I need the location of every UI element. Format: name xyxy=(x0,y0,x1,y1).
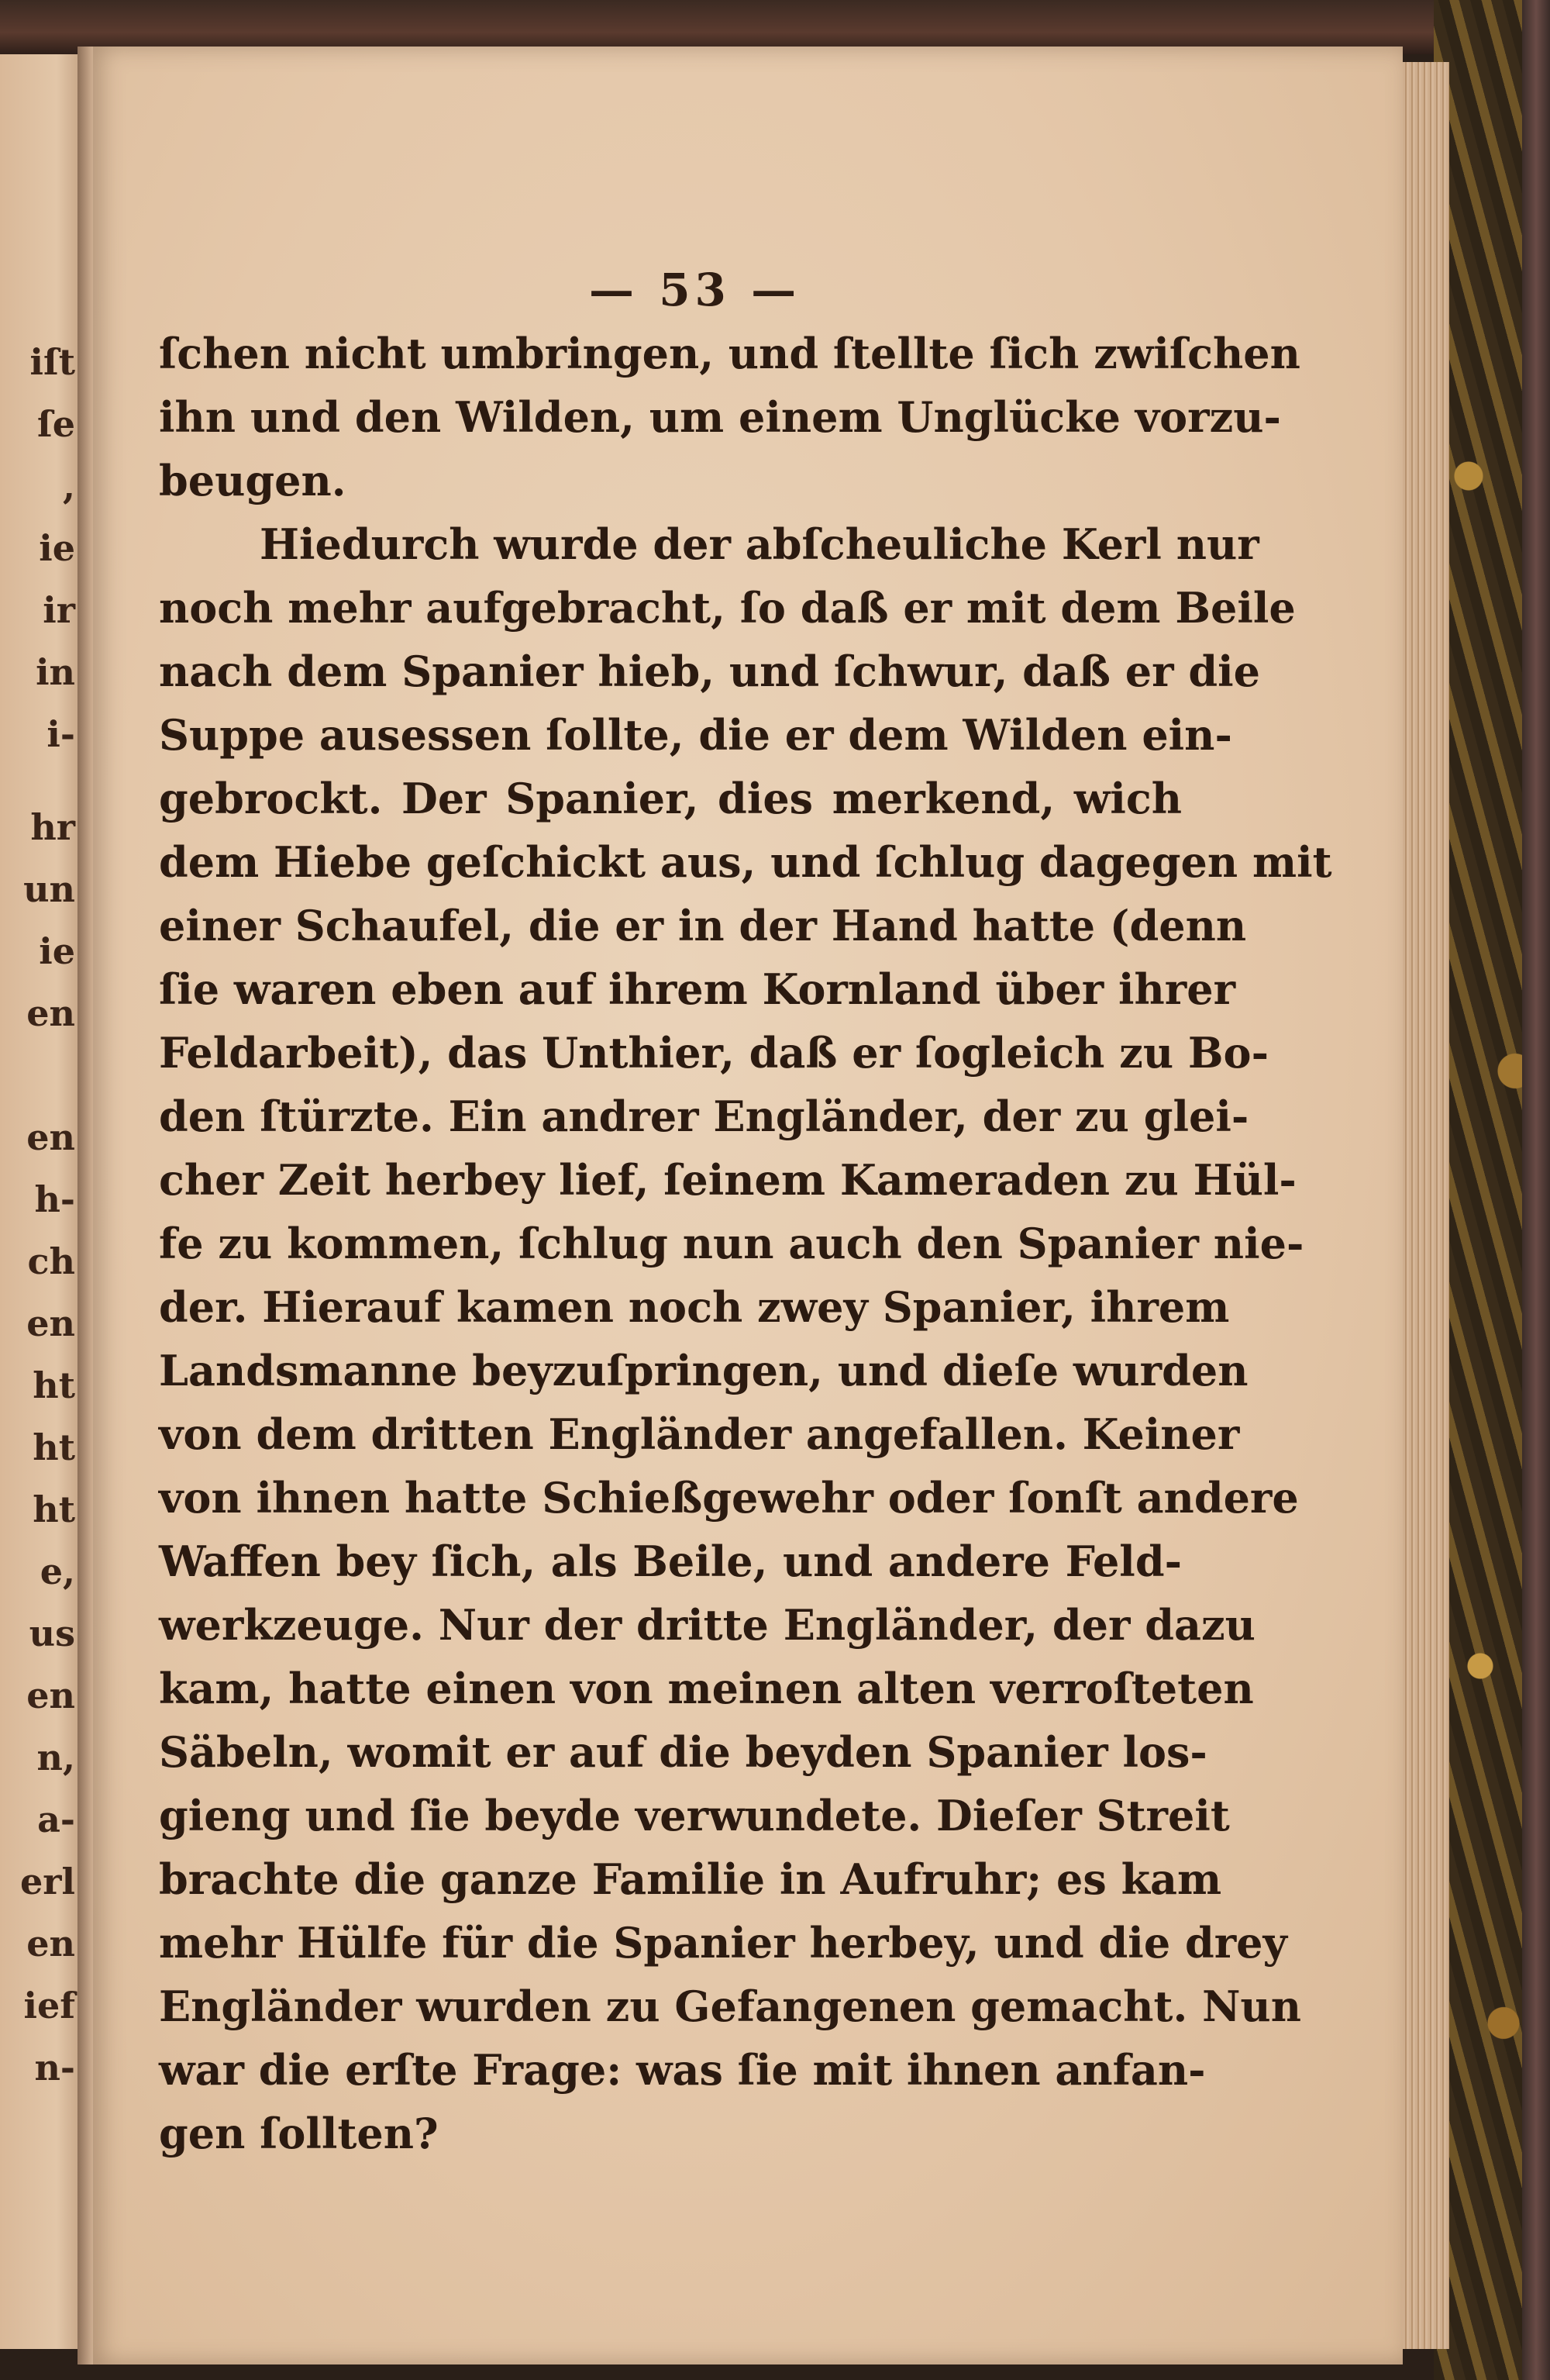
text-line: ſchen nicht umbringen, und ſtellte ſich zwiſchen xyxy=(159,329,1300,378)
previous-page-fragment: ſe xyxy=(36,403,75,445)
text-line: Feldarbeit), das Unthier, daß er ſogleich zu Bo- xyxy=(159,1028,1269,1078)
text-line: Säbeln, womit er auf die beyden Spanier los- xyxy=(159,1727,1207,1777)
text-line: von ihnen hatte Schießgewehr oder ſonſt andere xyxy=(159,1473,1299,1523)
previous-page-fragment: n- xyxy=(34,2047,75,2089)
previous-page-fragment: i- xyxy=(46,713,75,755)
text-line: Waffen bey ſich, als Beile, und andere Feld- xyxy=(159,1537,1182,1586)
previous-page-fragment: , xyxy=(62,465,75,507)
text-line: Engländer wurden zu Gefangenen gemacht. Nun xyxy=(159,1982,1301,2031)
text-line: der. Hierauf kamen noch zwey Spanier, ihrem xyxy=(159,1282,1230,1332)
text-line: fe zu kommen, ſchlug nun auch den Spanier nie- xyxy=(159,1219,1304,1268)
previous-page-fragment: un xyxy=(23,868,75,910)
text-line: Hiedurch wurde der abſcheuliche Kerl nur xyxy=(260,519,1259,569)
text-line: kam, hatte einen von meinen alten verroſteten xyxy=(159,1664,1254,1713)
previous-page-fragment: erl xyxy=(20,1861,75,1902)
page-block-edge xyxy=(1403,62,1449,2349)
text-line: von dem dritten Engländer angefallen. Keiner xyxy=(159,1409,1240,1459)
previous-page-fragment: ie xyxy=(39,527,75,569)
previous-page-fragment: a- xyxy=(37,1799,75,1840)
text-line: gebrockt. Der Spanier, dies merkend, wich xyxy=(159,774,1182,823)
previous-page-fragment: en xyxy=(26,1302,75,1344)
text-line: Suppe ausessen ſollte, die er dem Wilden ein- xyxy=(159,710,1232,760)
text-line: gieng und ſie beyde verwundete. Dieſer Streit xyxy=(159,1791,1230,1840)
text-line: beugen. xyxy=(159,456,346,505)
previous-page-fragment: ir xyxy=(43,589,75,631)
previous-page-fragment: hr xyxy=(30,806,75,848)
previous-page-fragment: in xyxy=(36,651,75,693)
text-line: dem Hiebe geſchickt aus, und ſchlug dagegen mit xyxy=(159,837,1332,887)
previous-page-fragment: ht xyxy=(33,1426,75,1468)
previous-page-edge xyxy=(0,54,81,2349)
page-number: — 53 — xyxy=(589,264,801,316)
previous-page-fragment: h- xyxy=(34,1178,75,1220)
previous-page-fragment: ch xyxy=(27,1240,75,1282)
body-text xyxy=(159,322,1332,2165)
previous-page-fragment: ie xyxy=(39,930,75,972)
text-line: war die erſte Frage: was ſie mit ihnen anfan- xyxy=(159,2045,1206,2095)
text-line: den ſtürzte. Ein andrer Engländer, der zu glei- xyxy=(159,1092,1249,1141)
text-line: brachte die ganze Familie in Aufruhr; es kam xyxy=(159,1854,1222,1904)
text-line: Landsmanne beyzuſpringen, und dieſe wurden xyxy=(159,1346,1249,1395)
previous-page-fragment: e, xyxy=(40,1550,75,1592)
previous-page-fragment: us xyxy=(29,1613,75,1654)
previous-page-fragment: ief xyxy=(23,1985,75,2026)
previous-page-fragment: ht xyxy=(33,1364,75,1406)
text-line: noch mehr aufgebracht, ſo daß er mit dem Beile xyxy=(159,583,1296,633)
previous-page-fragment: en xyxy=(26,1923,75,1964)
text-line: gen ſollten? xyxy=(159,2109,439,2158)
previous-page-fragment: en xyxy=(26,992,75,1034)
text-line: ſie waren eben auf ihrem Kornland über ihrer xyxy=(159,964,1236,1014)
previous-page-fragment: ht xyxy=(33,1488,75,1530)
text-line: mehr Hülfe für die Spanier herbey, und die drey xyxy=(159,1918,1287,1968)
previous-page-fragments xyxy=(0,54,81,2349)
text-line: ihn und den Wilden, um einem Unglücke vorzu- xyxy=(159,392,1281,442)
text-line: werkzeuge. Nur der dritte Engländer, der dazu xyxy=(159,1600,1256,1650)
text-line: cher Zeit herbey lief, ſeinem Kameraden zu Hül- xyxy=(159,1155,1297,1205)
previous-page-fragment: iſt xyxy=(29,341,75,383)
previous-page-fragment: en xyxy=(26,1675,75,1716)
previous-page-fragment: n, xyxy=(36,1737,75,1778)
text-line: einer Schaufel, die er in der Hand hatte (denn xyxy=(159,901,1247,950)
previous-page-fragment: en xyxy=(26,1116,75,1158)
cover-spine-edge xyxy=(1522,0,1550,2380)
text-line: nach dem Spanier hieb, und ſchwur, daß er die xyxy=(159,647,1260,696)
